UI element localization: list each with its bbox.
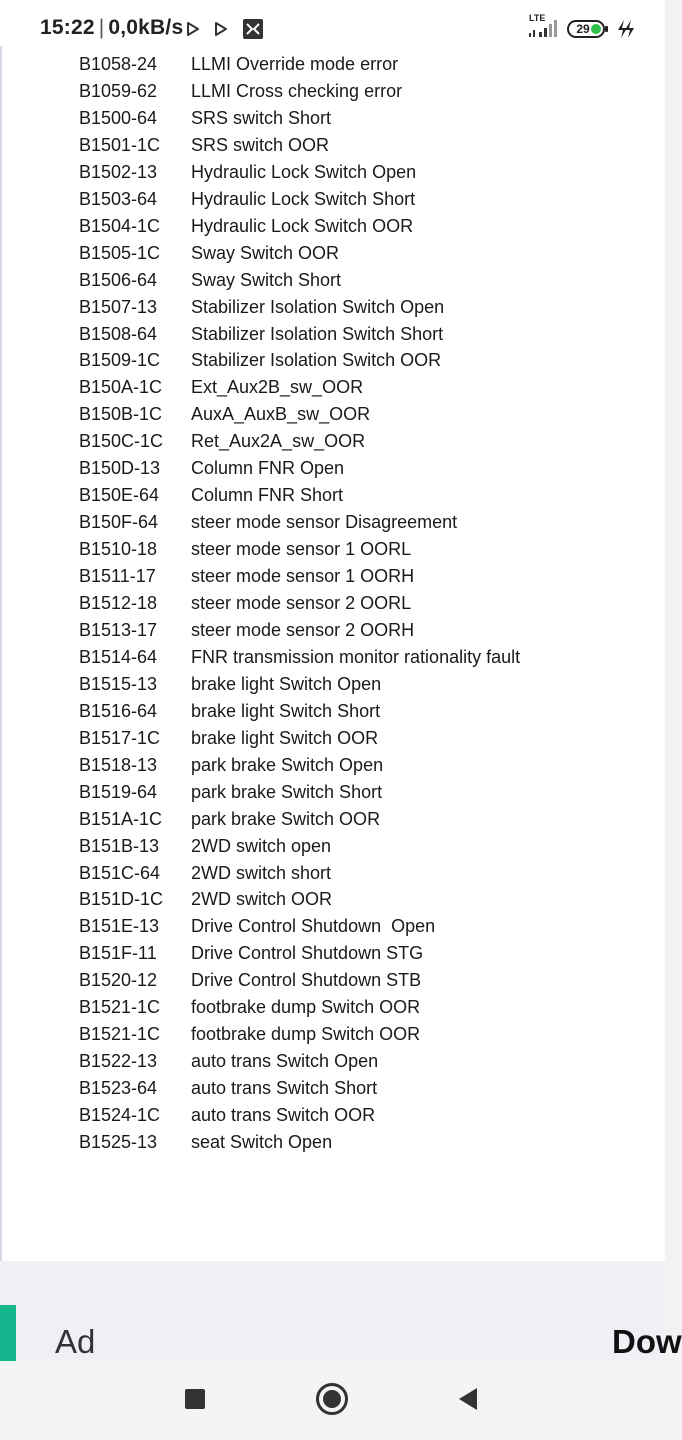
fault-description: SRS switch OOR [191, 134, 330, 155]
fault-code-row [2, 162, 667, 189]
fault-code-row [2, 620, 667, 647]
ad-accent-bar [0, 1305, 16, 1361]
fault-code: B151B-13 [79, 835, 160, 856]
fault-code-row [2, 809, 667, 836]
fault-description: steer mode sensor Disagreement [191, 512, 458, 533]
clock: 15:22 [40, 16, 95, 39]
fault-code-row [2, 54, 667, 81]
fault-code: B1509-1C [79, 350, 161, 371]
system-icons [527, 13, 635, 42]
home-button[interactable] [314, 1383, 350, 1419]
fault-code-row [2, 970, 667, 997]
fault-code-row [2, 1024, 667, 1051]
fault-code: B150F-64 [79, 512, 159, 533]
fault-description: steer mode sensor 2 OORH [191, 619, 415, 640]
fault-code: B1525-13 [79, 1132, 158, 1152]
fault-description: Ext_Aux2B_sw_OOR [191, 377, 364, 398]
fault-code: B1517-1C [79, 727, 161, 748]
fault-code: B150C-1C [79, 431, 164, 452]
fault-code: B1059-62 [79, 80, 158, 101]
fault-code-row [2, 216, 667, 243]
fault-description: brake light Switch Open [191, 673, 382, 694]
recents-button[interactable] [177, 1383, 213, 1419]
fault-code: B1511-17 [79, 566, 156, 587]
fault-description: steer mode sensor 2 OORL [191, 593, 412, 613]
fault-code-row [2, 674, 667, 701]
fault-description: steer mode sensor 1 OORH [191, 566, 415, 587]
fault-code: B151A-1C [79, 808, 163, 829]
fault-code: B1514-64 [79, 646, 158, 667]
fault-code-row [2, 458, 667, 485]
fault-description: Hydraulic Lock Switch Open [191, 161, 417, 182]
fault-code-row [2, 135, 667, 162]
fault-code: B150A-1C [79, 377, 163, 398]
fault-code-row [2, 297, 667, 324]
fault-code: B1502-13 [79, 161, 158, 182]
status-separator: | [98, 16, 105, 39]
fault-code: B1521-1C [79, 1024, 161, 1045]
fault-description: Stabilizer Isolation Switch OOR [191, 350, 442, 371]
charging-icon [615, 19, 635, 39]
fault-code-row [2, 863, 667, 890]
fault-code: B1512-18 [79, 593, 158, 613]
fault-code: B1515-13 [79, 673, 158, 694]
fault-description: Column FNR Short [191, 485, 344, 506]
fault-code-row [2, 593, 667, 620]
fault-code: B1510-18 [79, 539, 158, 560]
fault-code: B1508-64 [79, 323, 158, 344]
network-speed: 0,0kB/s [108, 16, 184, 39]
fault-description: auto trans Switch Short [191, 1078, 378, 1099]
fault-code: B1503-64 [79, 188, 158, 209]
fault-description: park brake Switch OOR [191, 808, 381, 829]
fault-description: Drive Control Shutdown STG [191, 943, 424, 964]
navigation-bar [0, 1361, 665, 1440]
fault-code: B151F-11 [79, 943, 157, 964]
fault-code-row [2, 997, 667, 1024]
fault-code-row [2, 943, 667, 970]
fault-description: AuxA_AuxB_sw_OOR [191, 404, 371, 425]
fault-description: footbrake dump Switch OOR [191, 997, 421, 1018]
fault-code-row [2, 270, 667, 297]
status-time-group [40, 16, 183, 40]
battery-fill [591, 24, 601, 34]
fault-code: B150E-64 [79, 485, 160, 506]
recents-square-icon [184, 1388, 206, 1415]
fault-description: SRS switch Short [191, 107, 332, 128]
fault-code-row [2, 755, 667, 782]
fault-code-row [2, 324, 667, 351]
fault-description: 2WD switch OOR [191, 889, 333, 910]
fault-code: B150D-13 [79, 458, 161, 479]
fault-code-row [2, 782, 667, 809]
fault-description: park brake Switch Open [191, 754, 384, 775]
fault-code-row [2, 512, 667, 539]
fault-code-row [2, 539, 667, 566]
fault-description: brake light Switch OOR [191, 727, 379, 748]
fault-code: B1513-17 [79, 619, 158, 640]
battery-icon [567, 20, 605, 38]
fault-code: B1524-1C [79, 1105, 161, 1126]
notification-icons [186, 18, 264, 40]
fault-code: B1516-64 [79, 700, 158, 721]
fault-code-row [2, 889, 667, 916]
fault-code-row [2, 377, 667, 404]
fault-code-row [2, 1078, 667, 1105]
fault-description: Stabilizer Isolation Switch Short [191, 323, 444, 344]
fault-description: Drive Control Shutdown Open [191, 916, 436, 937]
fault-code-row [2, 189, 667, 216]
fault-code-row [2, 701, 667, 728]
fault-code: B1500-64 [79, 107, 158, 128]
fault-description: Column FNR Open [191, 458, 345, 479]
fault-code-row [2, 916, 667, 943]
fault-code-row [2, 728, 667, 755]
fault-code: B1522-13 [79, 1051, 158, 1072]
back-button[interactable] [450, 1383, 486, 1419]
fault-code-row [2, 836, 667, 863]
fault-code-row [2, 566, 667, 593]
play-store-icon [214, 22, 228, 36]
fault-code: B1501-1C [79, 134, 161, 155]
fault-description: park brake Switch Short [191, 781, 383, 802]
fault-code-row [2, 243, 667, 270]
fault-code: B1058-24 [79, 54, 158, 74]
fault-code-row [2, 485, 667, 512]
fault-description: Sway Switch Short [191, 269, 342, 290]
play-store-icon [186, 22, 200, 36]
home-circle-icon [315, 1382, 349, 1421]
fault-description: FNR transmission monitor rationality fault [191, 646, 521, 667]
fault-code: B151E-13 [79, 916, 160, 937]
fault-code: B151D-1C [79, 889, 164, 910]
data-saver-icon [242, 18, 264, 40]
fault-code-row [2, 108, 667, 135]
fault-description: Hydraulic Lock Switch Short [191, 188, 416, 209]
fault-code: B151C-64 [79, 862, 161, 883]
fault-code: B1505-1C [79, 242, 161, 263]
fault-code-row [2, 1105, 667, 1132]
fault-description: brake light Switch Short [191, 700, 381, 721]
ad-banner[interactable] [0, 1261, 682, 1361]
fault-code-row [2, 404, 667, 431]
fault-description: Drive Control Shutdown STB [191, 970, 422, 991]
fault-description: LLMI Cross checking error [191, 80, 403, 101]
fault-code: B1506-64 [79, 269, 158, 290]
ad-label: Ad [55, 1323, 96, 1360]
fault-code-row [2, 1132, 667, 1159]
fault-code: B1520-12 [79, 970, 158, 991]
fault-code-row [2, 1051, 667, 1078]
signal-icon [527, 13, 557, 42]
fault-code: B1504-1C [79, 215, 161, 236]
fault-code: B1518-13 [79, 754, 158, 775]
fault-code: B1523-64 [79, 1078, 158, 1099]
fault-description: Hydraulic Lock Switch OOR [191, 215, 414, 236]
ad-download-button[interactable]: Dow [612, 1323, 682, 1360]
back-triangle-icon [457, 1387, 479, 1416]
fault-code-row [2, 350, 667, 377]
fault-code: B1519-64 [79, 781, 158, 802]
fault-description: auto trans Switch OOR [191, 1105, 376, 1126]
fault-code: B1521-1C [79, 997, 161, 1018]
fault-description: Stabilizer Isolation Switch Open [191, 296, 445, 317]
fault-code: B150B-1C [79, 404, 163, 425]
battery-level: 29 [576, 22, 590, 36]
fault-description: LLMI Override mode error [191, 54, 399, 74]
fault-code: B1507-13 [79, 296, 158, 317]
network-type: LTE [529, 13, 546, 23]
battery-nub [605, 26, 608, 32]
fault-description: Ret_Aux2A_sw_OOR [191, 431, 366, 452]
fault-description: seat Switch Open [191, 1132, 333, 1152]
fault-code-row [2, 431, 667, 458]
fault-description: steer mode sensor 1 OORL [191, 539, 412, 560]
fault-code-row [2, 647, 667, 674]
fault-code-row [2, 81, 667, 108]
fault-description: Sway Switch OOR [191, 242, 340, 263]
fault-description: 2WD switch open [191, 835, 332, 856]
fault-description: 2WD switch short [191, 862, 332, 883]
fault-description: footbrake dump Switch OOR [191, 1024, 421, 1045]
fault-description: auto trans Switch Open [191, 1051, 379, 1072]
document-page [0, 46, 665, 1261]
